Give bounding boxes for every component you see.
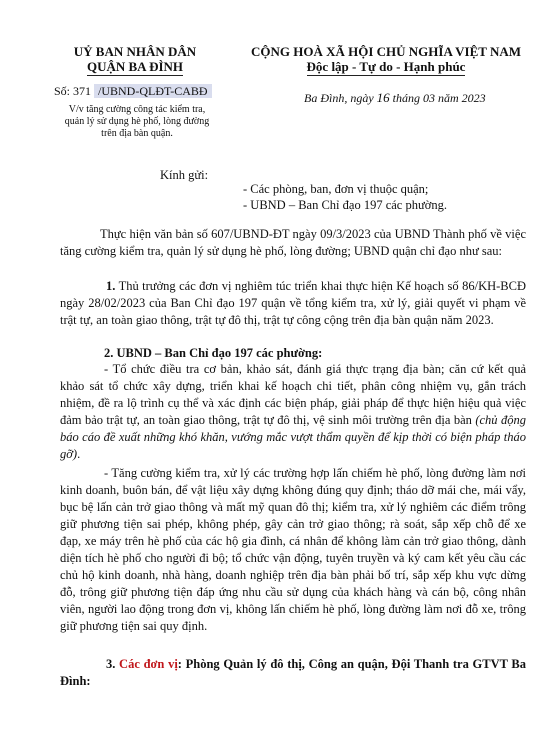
date-prefix: Ba Đình, ngày	[304, 91, 374, 105]
date-suffix: tháng 03 năm 2023	[392, 91, 486, 105]
issuer-block	[50, 44, 220, 76]
paragraph-1-number: 1.	[106, 279, 116, 293]
motto-line	[236, 59, 536, 76]
paragraph-2a-italic: (chủ động báo cáo đề xuất những khó khăn, vướng mắc vượt thẩm quyền để kịp thời có biện pháp tháo gỡ)	[60, 413, 526, 461]
motto: Độc lập - Tự do - Hạnh phúc	[306, 59, 466, 74]
issuer-district: QUẬN BA ĐÌNH	[86, 59, 184, 74]
paragraph-3-rest: : Phòng Quản lý đô thị, Công an quận, Đội Thanh tra GTVT Ba Đình:	[60, 657, 526, 688]
recipients-label: Kính gửi:	[160, 168, 209, 182]
date-day: 16	[376, 90, 390, 105]
recipient-item: - Các phòng, ban, đơn vị thuộc quận;	[243, 182, 429, 196]
paragraph-1	[60, 278, 526, 329]
paragraph-3-red: Các đơn vị	[115, 657, 178, 671]
paragraph-2a	[60, 361, 526, 463]
document-number	[54, 84, 212, 98]
paragraph-3	[60, 656, 526, 690]
paragraph-2a-end: .	[77, 447, 81, 461]
doc-number-code: /UBND-QLĐT-CABĐ	[94, 84, 212, 98]
country-name: CỘNG HOÀ XÃ HỘI CHỦ NGHĨA VIỆT NAM	[250, 44, 522, 59]
paragraph-2-heading: 2. UBND – Ban Chỉ đạo 197 các phường:	[104, 346, 323, 360]
national-motto-block	[236, 44, 536, 76]
paragraph-2b: - Tăng cường kiểm tra, xử lý các trường hợp lấn chiếm hè phố, lòng đường làm nơi kinh doanh, buôn bán, để vật liệu xây dựng không đúng quy định; tháo dỡ mái che, mái vẩy, bục bệ lấn cản trở giao thông và mất mỹ quan đô thị; kiểm tra, xử lý nghiêm các điểm trông giữ phương tiện sai phép, không phép, gây cản trở giao thông; rà soát, sắp xếp chỗ để xe đạp, xe máy trên hè phố của các hộ gia đình, cá nhân để không làm cản trở giao thông, dành diện tích hè phố cho người đi bộ; tổ chức vận động, tuyên truyền và ký cam kết yêu cầu các chủ hộ kinh doanh, nhà hàng, doanh nghiệp trên địa bàn phải bố trí, sắp xếp khu vực dừng đỗ, trông giữ phương tiện đáp ứng nhu cầu sử dụng của khách hàng và cán bộ, công nhân viên, người lao động trong đơn vị, không lấn chiếm hè phố, lòng đường làm nơi đỗ xe, trông giữ phương tiện sai quy định.	[60, 466, 526, 633]
date-line	[304, 90, 486, 106]
recipient-item: - UBND – Ban Chỉ đạo 197 các phường.	[243, 198, 447, 212]
doc-number-prefix: Số: 371	[54, 84, 92, 98]
issuer-line1: UỶ BAN NHÂN DÂN	[73, 44, 197, 59]
document-subject: V/v tăng cường công tác kiểm tra, quản lý sử dụng hè phố, lòng đường trên địa bàn quận.	[64, 104, 210, 139]
intro-paragraph: Thực hiện văn bản số 607/UBND-ĐT ngày 09/3/2023 của UBND Thành phố về việc tăng cường kiểm tra, quản lý sử dụng hè phố, lòng đường; UBND quận chỉ đạo như sau:	[60, 227, 526, 258]
issuer-line2	[50, 59, 220, 76]
paragraph-1-text: Thủ trưởng các đơn vị nghiêm túc triển khai thực hiện Kế hoạch số 86/KH-BCĐ ngày 28/02/2023 của Ban Chỉ đạo 197 quận về tổng kiểm tra, xử lý, giải quyết vi phạm về trật tự, an toàn giao thông, trật tự đô thị, trật tự công cộng trên địa bàn quận năm 2023.	[60, 279, 526, 327]
paragraph-3-number: 3.	[106, 657, 116, 671]
paragraph-2a-text: - Tổ chức điều tra cơ bản, khảo sát, đánh giá thực trạng địa bàn; căn cứ kết quả khảo sát tổ chức xây dựng, triển khai kế hoạch chi tiết, phân công nhiệm vụ, gắn trách nhiệm, đề ra lộ trình cụ thể và xác định các biện pháp, giải pháp để thực hiện hiệu quả việc đảm bảo trật tự, an toàn giao thông, trật tự đô thị, vệ sinh môi trường trên địa bàn	[60, 362, 526, 427]
